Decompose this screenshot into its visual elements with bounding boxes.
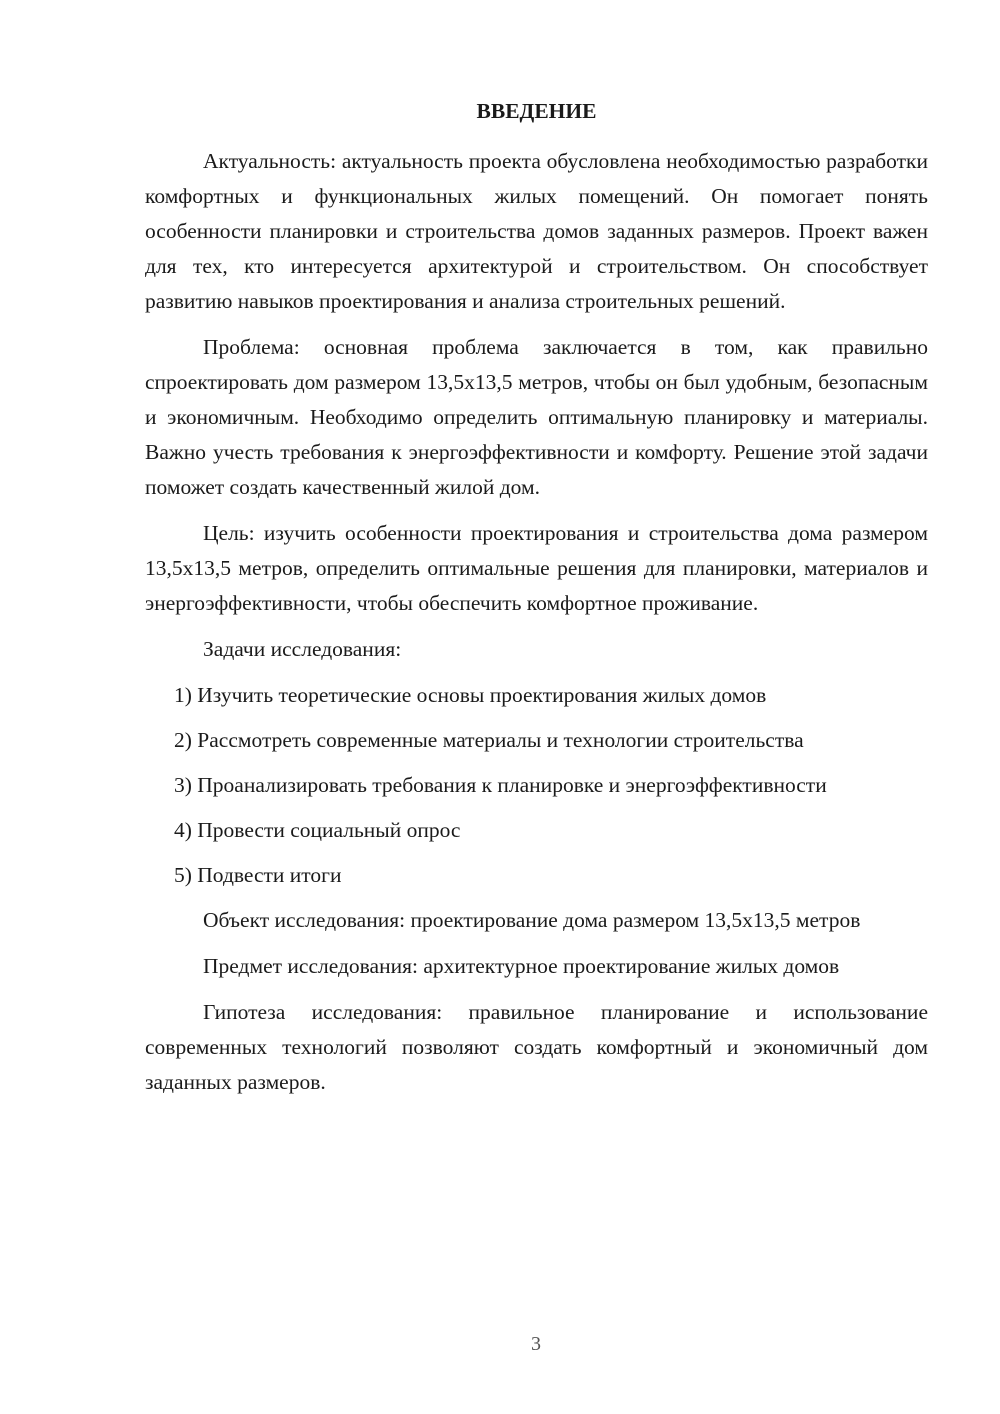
task-item-4: 4) Провести социальный опрос [174,818,461,842]
paragraph-hypothesis: Гипотеза исследования: правильное планирование и использование современных технологий позволяют создать комфортный и экономичный дом заданных размеров. [145,1000,928,1094]
paragraph-goal: Цель: изучить особенности проектирования и строительства дома размером 13,5х13,5 метров, определить оптимальные решения для планировки, материалов и энергоэффективности, чтобы обеспечить комфортное проживание. [145,521,928,615]
page-number: 3 [531,1333,541,1355]
tasks-heading: Задачи исследования: [203,637,402,661]
paragraph-subject: Предмет исследования: архитектурное проектирование жилых домов [203,954,840,978]
paragraph-relevance: Актуальность: актуальность проекта обусловлена необходимостью разработки комфортных и функциональных жилых помещений. Он помогает понять особенности планировки и строительства домов заданных размеров. Проект важен для тех, кто интересуется архитектурой и строительством. Он способствует развитию навыков проектирования и анализа строительных решений. [145,149,928,313]
task-item-5: 5) Подвести итоги [174,863,342,887]
paragraph-problem: Проблема: основная проблема заключается в том, как правильно спроектировать дом размером 13,5х13,5 метров, чтобы он был удобным, безопасным и экономичным. Необходимо определить оптимальную планировку и материалы. Важно учесть требования к энергоэффективности и комфорту. Решение этой задачи поможет создать качественный жилой дом. [145,335,928,499]
task-item-3: 3) Проанализировать требования к планировке и энергоэффективности [174,773,827,797]
task-item-2: 2) Рассмотреть современные материалы и технологии строительства [174,728,804,752]
task-item-1: 1) Изучить теоретические основы проектирования жилых домов [174,683,767,707]
page-title: ВВЕДЕНИЕ [476,99,597,123]
paragraph-object: Объект исследования: проектирование дома размером 13,5х13,5 метров [203,908,861,932]
document-page [145,94,928,1111]
